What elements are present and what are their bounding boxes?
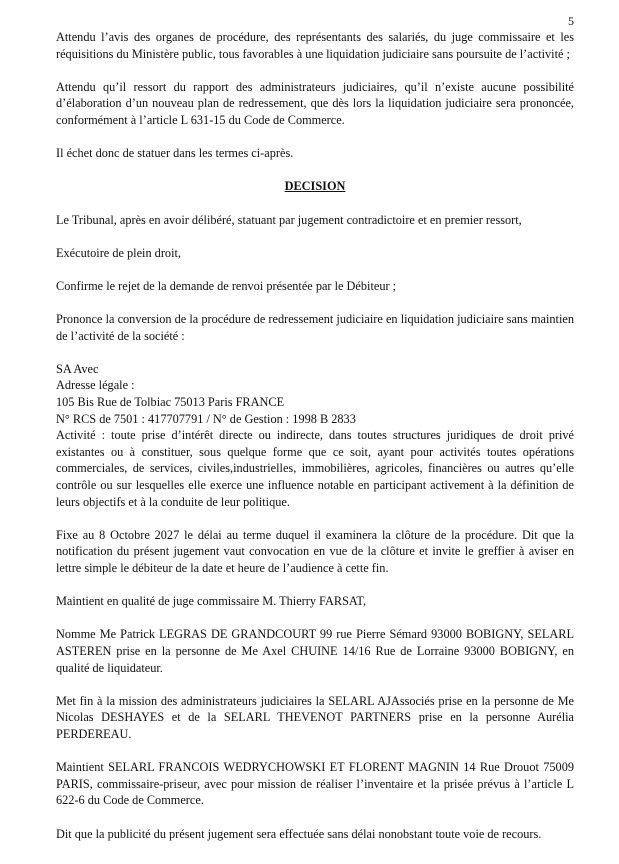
paragraph-tribunal-statement: Le Tribunal, après en avoir délibéré, statuant par jugement contradictoire et en premier ressort,: [56, 212, 522, 227]
paragraph-confirm-rejection: Confirme le rejet de la demande de renvoi présentée par le Débiteur ;: [56, 278, 397, 293]
document-body: [56, 0, 574, 842]
company-activity: Activité : toute prise d’intérêt directe ou indirecte, dans toutes structures juridiques de droit privé existantes ou à constituer, sous quelque forme que ce soit, ayant pour activités toutes opérations commerciales, de services, civiles,industrielles, immobilières, agricoles, financières ou autres qu’elle contrôle ou sur lesquelles elle exerce une influence notable en participant activement à la définition de leurs objectifs et à la conduite de leur politique.: [56, 428, 574, 509]
paragraph-commissaire-priseur: Maintient SELARL FRANCOIS WEDRYCHOWSKI ET FLORENT MAGNIN 14 Rue Drouot 75009 PARIS, commissaire-priseur, avec pour mission de réaliser l’inventaire et la prisée prévus à l’article L 622-6 du Code de Commerce.: [56, 760, 574, 808]
paragraph-opinion-organs: Attendu l’avis des organes de procédure, des représentants des salariés, du juge commissaire et les réquisitions du Ministère public, tous favorables à une liquidation judiciaire sans poursuite de l’activité ;: [56, 30, 574, 61]
paragraph-juge-commissaire: Maintient en qualité de juge commissaire M. Thierry FARSAT,: [56, 594, 367, 609]
paragraph-end-mission: Met fin à la mission des administrateurs judiciaires la SELARL AJAssociés prise en la personne de Me Nicolas DESHAYES et de la SELARL THEVENOT PARTNERS prise en la personne Aurélia PERDEREAU.: [56, 693, 574, 741]
company-block: [56, 361, 574, 510]
paragraph-ruling-intro: Il échet donc de statuer dans les termes ci-après.: [56, 146, 294, 161]
paragraph-administrators-report: Attendu qu’il ressort du rapport des administrateurs judiciaires, qu’il n’existe aucune possibilité d’élaboration d’un nouveau plan de redressement, que dès lors la liquidation judiciaire sera prononcée, conformément à l’article L 631-15 du Code de Commerce.: [56, 79, 574, 127]
company-address: 105 Bis Rue de Tolbiac 75013 Paris FRANCE: [56, 395, 285, 410]
paragraph-enforceable: Exécutoire de plein droit,: [56, 245, 181, 260]
paragraph-closing-deadline: Fixe au 8 Octobre 2027 le délai au terme duquel il examinera la clôture de la procédure. Dit que la notification du présent jugement vaut convocation en vue de la clôture et invite le greffier à aviser en lettre simple le débiteur de la date et heure de l’audience à cette fin.: [56, 527, 574, 575]
decision-heading: DECISION: [284, 179, 346, 194]
page-number: 5: [568, 14, 574, 28]
company-address-label: Adresse légale :: [56, 378, 135, 393]
company-rcs: N° RCS de 7501 : 417707791 / N° de Gestion : 1998 B 2833: [56, 411, 356, 426]
paragraph-liquidator: Nomme Me Patrick LEGRAS DE GRANDCOURT 99 rue Pierre Sémard 93000 BOBIGNY, SELARL ASTEREN prise en la personne de Me Axel CHUINE 14/16 Rue de Lorraine 93000 BOBIGNY, en qualité de liquidateur.: [56, 627, 574, 675]
company-name: SA Avec: [56, 361, 99, 376]
paragraph-publicity: Dit que la publicité du présent jugement sera effectuée sans délai nonobstant toute voie de recours.: [56, 826, 542, 841]
paragraph-conversion: Prononce la conversion de la procédure de redressement judiciaire en liquidation judiciaire sans maintien de l’activité de la société :: [56, 312, 574, 343]
